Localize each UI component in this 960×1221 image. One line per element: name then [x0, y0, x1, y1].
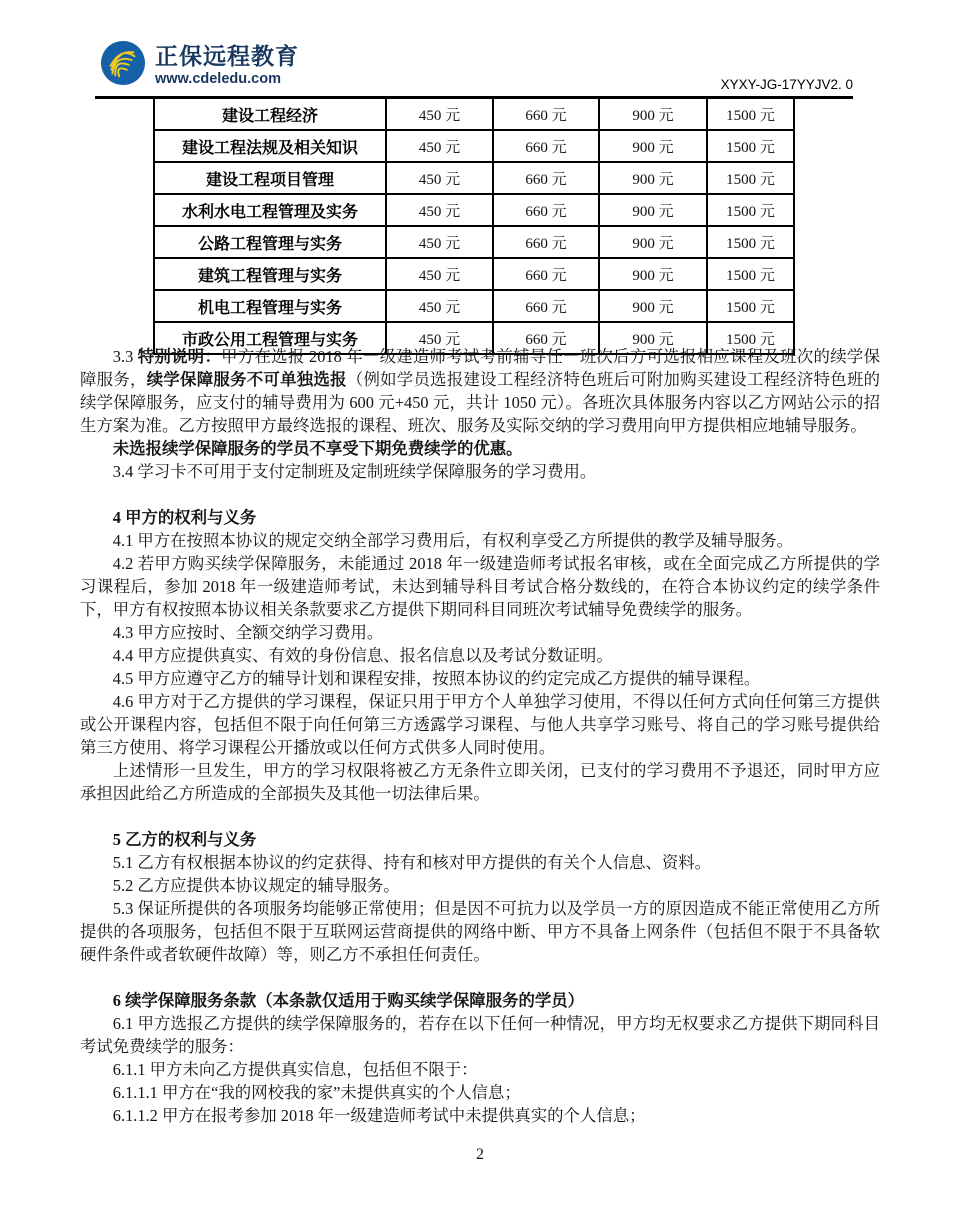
- text-run: 6.1.1.2 甲方在报考参加 2018 年一级建造师考试中未提供真实的个人信息；: [112, 1106, 646, 1125]
- paragraph: [80, 690, 880, 759]
- text-run: 6.1.1 甲方未向乙方提供真实信息，包括但不限于：: [112, 1060, 478, 1079]
- price-cell: 660 元: [493, 258, 599, 290]
- bold-text-run: 未选报续学保障服务的学员不享受下期免费续学的优惠。: [112, 439, 523, 458]
- section-heading: [80, 828, 880, 851]
- price-cell: 450 元: [386, 194, 493, 226]
- price-cell: 450 元: [386, 98, 493, 130]
- brand-website: www.cdeledu.com: [155, 71, 281, 87]
- text-run: 上述情形一旦发生，甲方的学习权限将被乙方无条件立即关闭，已支付的学习费用不予退还，同时甲方应承担因此给乙方所造成的全部损失及其他一切法律后果。: [80, 761, 880, 803]
- table-row: [154, 258, 794, 290]
- price-cell: 450 元: [386, 130, 493, 162]
- paragraph: [80, 529, 880, 552]
- price-cell: 1500 元: [707, 98, 794, 130]
- course-name-cell: 机电工程管理与实务: [154, 290, 386, 322]
- price-cell: 900 元: [599, 290, 707, 322]
- course-name-cell: 建设工程经济: [154, 98, 386, 130]
- price-cell: 1500 元: [707, 130, 794, 162]
- table-row: [154, 162, 794, 194]
- header: [100, 40, 299, 87]
- paragraph: [80, 897, 880, 966]
- paragraph: [80, 759, 880, 805]
- price-cell: 450 元: [386, 322, 493, 354]
- price-cell: 900 元: [599, 258, 707, 290]
- text-run: 6.1 甲方选报乙方提供的续学保障服务的，若存在以下任何一种情况，甲方均无权要求乙方提供下期同科目考试免费续学的服务：: [80, 1014, 880, 1056]
- course-name-cell: 公路工程管理与实务: [154, 226, 386, 258]
- price-cell: 450 元: [386, 226, 493, 258]
- table-row: [154, 194, 794, 226]
- price-cell: 900 元: [599, 322, 707, 354]
- price-cell: 660 元: [493, 130, 599, 162]
- price-cell: 900 元: [599, 130, 707, 162]
- bold-text-run: 6 续学保障服务条款: [112, 991, 257, 1010]
- paragraph: [80, 345, 880, 437]
- text-run: 4.6 甲方对于乙方提供的学习课程，保证只用于甲方个人单独学习使用，不得以任何方式向任何第三方提供或公开课程内容，包括但不限于向任何第三方透露学习课程、与他人共享学习账号、将自己的学习账号提供给第三方使用、将学习课程公开播放或以任何方式供多人同时使用。: [80, 692, 880, 757]
- bold-text-run: 特别说明：: [137, 347, 222, 366]
- text-run: 3.3: [112, 347, 138, 366]
- text-run: 3.4 学习卡不可用于支付定制班及定制班续学保障服务的学习费用。: [112, 462, 597, 481]
- price-table: [153, 97, 795, 355]
- paragraph: [80, 644, 880, 667]
- paragraph: [80, 437, 880, 460]
- course-name-cell: 市政公用工程管理与实务: [154, 322, 386, 354]
- text-run: 甲方在选报 2018 年一级建造师考试考前辅导任一班次后方可选报相应课程及班次的续学保障服务，: [80, 347, 880, 389]
- price-cell: 450 元: [386, 290, 493, 322]
- paragraph: [80, 667, 880, 690]
- price-cell: 660 元: [493, 194, 599, 226]
- price-cell: 900 元: [599, 194, 707, 226]
- course-name-cell: 水利水电工程管理及实务: [154, 194, 386, 226]
- paragraph: [80, 1058, 880, 1081]
- course-name-cell: 建设工程项目管理: [154, 162, 386, 194]
- price-cell: 1500 元: [707, 322, 794, 354]
- price-cell: 900 元: [599, 162, 707, 194]
- page-number: 2: [476, 1146, 484, 1163]
- text-run: （例如学员选报建设工程经济特色班后可附加购买建设工程经济特色班的续学保障服务，应支付的辅导费用为 600 元+450 元，共计 1050 元）。各班次具体服务内容以乙方网站公示的招生方案为准。乙方按照甲方最终选报的课程、班次、服务及实际交纳的学习费用向甲方提供相应地辅导服务。: [80, 370, 881, 435]
- bold-text-run: 续学保障服务不可单独选报: [146, 370, 347, 389]
- text-run: 4.3 甲方应按时、全额交纳学习费用。: [112, 623, 384, 642]
- price-cell: 660 元: [493, 162, 599, 194]
- text-run: 6.1.1.1 甲方在“我的网校我的家”未提供真实的个人信息；: [112, 1083, 521, 1102]
- table-row: [154, 290, 794, 322]
- text-run: （本条款仅适用于购买续学保障服务的学员）: [256, 991, 585, 1010]
- course-name-cell: 建设工程法规及相关知识: [154, 130, 386, 162]
- price-cell: 660 元: [493, 98, 599, 130]
- text-run: 5.3 保证所提供的各项服务均能够正常使用；但是因不可抗力以及学员一方的原因造成不能正常使用乙方所提供的各项服务，包括但不限于互联网运营商提供的网络中断、甲方不具备上网条件（包括但不限于不具备软硬件条件或者软硬件故障）等，则乙方不承担任何责任。: [80, 899, 880, 964]
- section-heading: [80, 506, 880, 529]
- price-cell: 450 元: [386, 162, 493, 194]
- brand-block: [155, 40, 299, 87]
- price-cell: 1500 元: [707, 226, 794, 258]
- table-row: [154, 226, 794, 258]
- text-run: 5.2 乙方应提供本协议规定的辅导服务。: [112, 876, 400, 895]
- section-heading: [80, 989, 880, 1012]
- price-cell: 1500 元: [707, 162, 794, 194]
- paragraph: [80, 874, 880, 897]
- price-cell: 1500 元: [707, 258, 794, 290]
- bold-text-run: 4 甲方的权利与义务: [112, 508, 257, 527]
- text-run: 5.1 乙方有权根据本协议的约定获得、持有和核对甲方提供的有关个人信息、资料。: [112, 853, 712, 872]
- text-run: 4.4 甲方应提供真实、有效的身份信息、报名信息以及考试分数证明。: [112, 646, 613, 665]
- price-cell: 1500 元: [707, 194, 794, 226]
- price-cell: 900 元: [599, 98, 707, 130]
- price-cell: 1500 元: [707, 290, 794, 322]
- paragraph: [80, 1012, 880, 1058]
- course-name-cell: 建筑工程管理与实务: [154, 258, 386, 290]
- document-code: XYXY-JG-17YYJV2. 0: [720, 77, 853, 92]
- text-run: 4.5 甲方应遵守乙方的辅导计划和课程安排，按照本协议的约定完成乙方提供的辅导课程。: [112, 669, 761, 688]
- price-cell: 660 元: [493, 322, 599, 354]
- document-body: [80, 345, 880, 1127]
- table-row: [154, 98, 794, 130]
- text-run: 4.1 甲方在按照本协议的规定交纳全部学习费用后，有权利享受乙方所提供的教学及辅导服务。: [112, 531, 794, 550]
- price-cell: 660 元: [493, 290, 599, 322]
- brand-name: 正保远程教育: [155, 43, 299, 69]
- cdel-logo-icon: [100, 40, 146, 86]
- paragraph: [80, 1081, 880, 1104]
- text-run: 4.2 若甲方购买续学保障服务，未能通过 2018 年一级建造师考试报名审核，或在全面完成乙方所提供的学习课程后，参加 2018 年一级建造师考试，未达到辅导科目考试合格分数线的，在符合本协议约定的续学条件下，甲方有权按照本协议相关条款要求乙方提供下期同科目同班次考试辅导免费续学的服务。: [80, 554, 880, 619]
- price-cell: 450 元: [386, 258, 493, 290]
- price-cell: 660 元: [493, 226, 599, 258]
- paragraph: [80, 1104, 880, 1127]
- price-table-body: [154, 98, 794, 354]
- price-cell: 900 元: [599, 226, 707, 258]
- paragraph: [80, 621, 880, 644]
- paragraph: [80, 460, 880, 483]
- bold-text-run: 5 乙方的权利与义务: [112, 830, 257, 849]
- paragraph: [80, 552, 880, 621]
- paragraph: [80, 851, 880, 874]
- table-row: [154, 130, 794, 162]
